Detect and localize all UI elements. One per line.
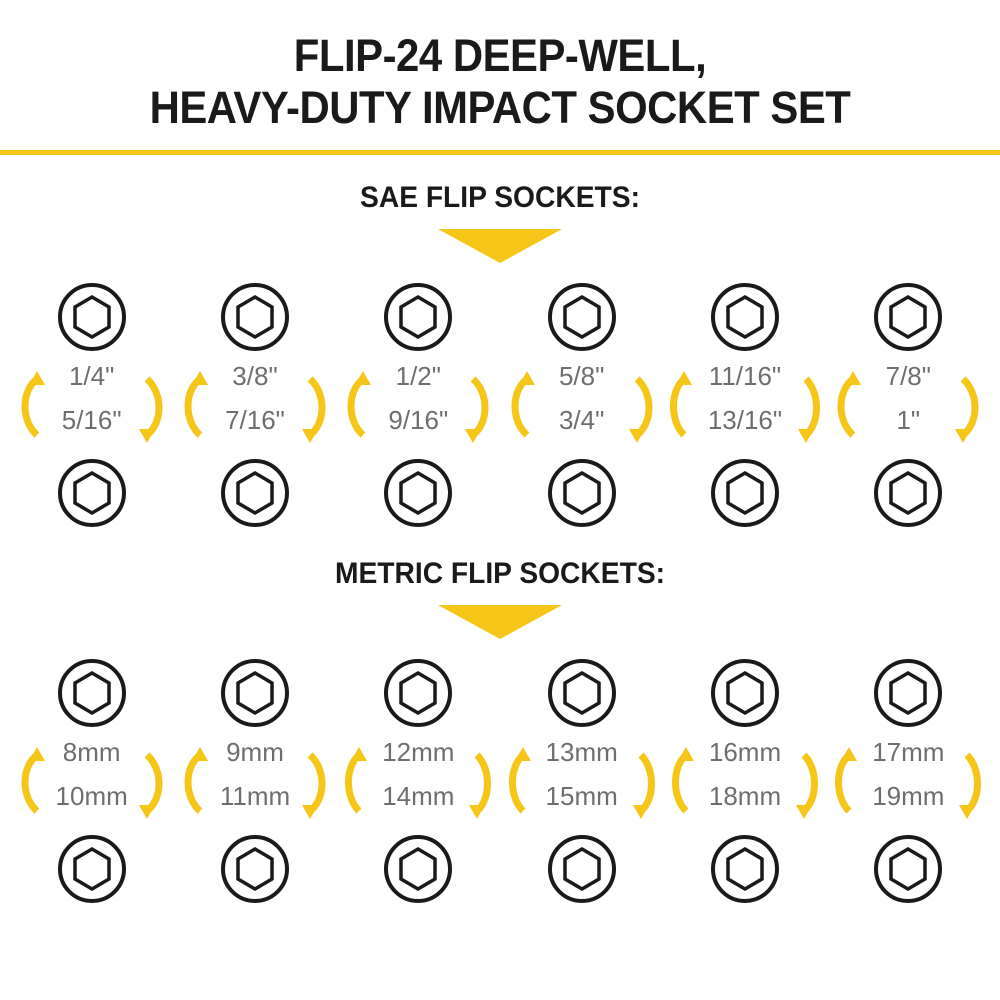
socket-icon xyxy=(219,281,291,353)
socket-labels xyxy=(501,735,663,831)
socket-icon xyxy=(56,657,128,729)
socket-icon xyxy=(709,657,781,729)
socket-pair xyxy=(10,657,173,905)
socket-icon xyxy=(546,457,618,529)
socket-icon xyxy=(546,657,618,729)
socket-labels xyxy=(337,735,499,831)
socket-icon xyxy=(382,657,454,729)
socket-icon xyxy=(382,281,454,353)
socket-label-bottom: 14mm xyxy=(382,781,455,811)
socket-labels xyxy=(827,735,989,831)
socket-label-top: 1/4" xyxy=(68,361,115,391)
socket-labels xyxy=(501,359,663,455)
socket-icon xyxy=(219,833,291,905)
socket-label-top: 12mm xyxy=(382,737,455,767)
socket-pair xyxy=(173,281,336,529)
socket-icon xyxy=(709,833,781,905)
socket-pair xyxy=(827,281,990,529)
socket-labels xyxy=(174,359,336,455)
socket-icon xyxy=(219,657,291,729)
page-title-line-1: FLIP-24 DEEP-WELL, xyxy=(293,30,707,81)
socket-label-top: 16mm xyxy=(708,737,782,767)
socket-label-bottom: 13/16" xyxy=(707,405,783,435)
socket-pair xyxy=(500,657,663,905)
socket-label-top: 5/8" xyxy=(558,361,605,391)
socket-icon xyxy=(872,657,944,729)
socket-label-bottom: 3/4" xyxy=(558,405,605,435)
socket-pair xyxy=(663,281,826,529)
socket-icon xyxy=(872,833,944,905)
socket-labels xyxy=(664,359,826,455)
page-title xyxy=(0,0,1000,134)
section-sae-heading: SAE FLIP SOCKETS: xyxy=(360,181,640,214)
socket-pair xyxy=(827,657,990,905)
socket-pair xyxy=(10,281,173,529)
socket-icon xyxy=(56,833,128,905)
socket-icon xyxy=(56,281,128,353)
sae-socket-grid xyxy=(10,281,990,529)
socket-label-bottom: 7/16" xyxy=(225,405,285,435)
socket-label-bottom: 11mm xyxy=(219,781,291,811)
section-metric xyxy=(0,557,1000,905)
socket-icon xyxy=(56,457,128,529)
socket-label-top: 9mm xyxy=(226,737,284,767)
socket-label-top: 7/8" xyxy=(885,361,931,391)
socket-label-bottom: 15mm xyxy=(545,781,618,811)
socket-pair xyxy=(663,657,826,905)
socket-label-bottom: 9/16" xyxy=(388,405,449,435)
section-sae xyxy=(0,181,1000,529)
socket-icon xyxy=(382,457,454,529)
title-divider xyxy=(0,150,1000,155)
socket-labels xyxy=(827,359,989,455)
socket-icon xyxy=(709,281,781,353)
socket-labels xyxy=(11,735,173,831)
socket-pair xyxy=(500,281,663,529)
page-title-line-2: HEAVY-DUTY IMPACT SOCKET SET xyxy=(149,82,851,133)
socket-label-bottom: 10mm xyxy=(55,781,128,811)
socket-label-bottom: 19mm xyxy=(872,781,945,811)
socket-pair xyxy=(337,281,500,529)
socket-label-bottom: 5/16" xyxy=(61,405,122,435)
socket-icon xyxy=(219,457,291,529)
socket-labels xyxy=(11,359,173,455)
socket-label-top: 17mm xyxy=(872,737,945,767)
socket-label-top: 1/2" xyxy=(395,361,441,391)
socket-label-top: 3/8" xyxy=(232,361,278,391)
socket-label-top: 11/16" xyxy=(708,361,782,391)
socket-label-bottom: 18mm xyxy=(708,781,782,811)
socket-icon xyxy=(382,833,454,905)
socket-label-bottom: 1" xyxy=(896,405,921,435)
socket-icon xyxy=(546,281,618,353)
metric-socket-grid xyxy=(10,657,990,905)
section-metric-heading: METRIC FLIP SOCKETS: xyxy=(334,557,666,590)
socket-label-top: 13mm xyxy=(545,737,618,767)
socket-pair xyxy=(337,657,500,905)
arrow-down-icon xyxy=(438,605,562,639)
arrow-down-icon xyxy=(438,229,562,263)
socket-labels xyxy=(337,359,499,455)
socket-label-top: 8mm xyxy=(62,737,121,767)
socket-labels xyxy=(664,735,826,831)
socket-pair xyxy=(173,657,336,905)
socket-icon xyxy=(709,457,781,529)
socket-labels xyxy=(174,735,336,831)
socket-icon xyxy=(872,281,944,353)
socket-icon xyxy=(546,833,618,905)
socket-icon xyxy=(872,457,944,529)
